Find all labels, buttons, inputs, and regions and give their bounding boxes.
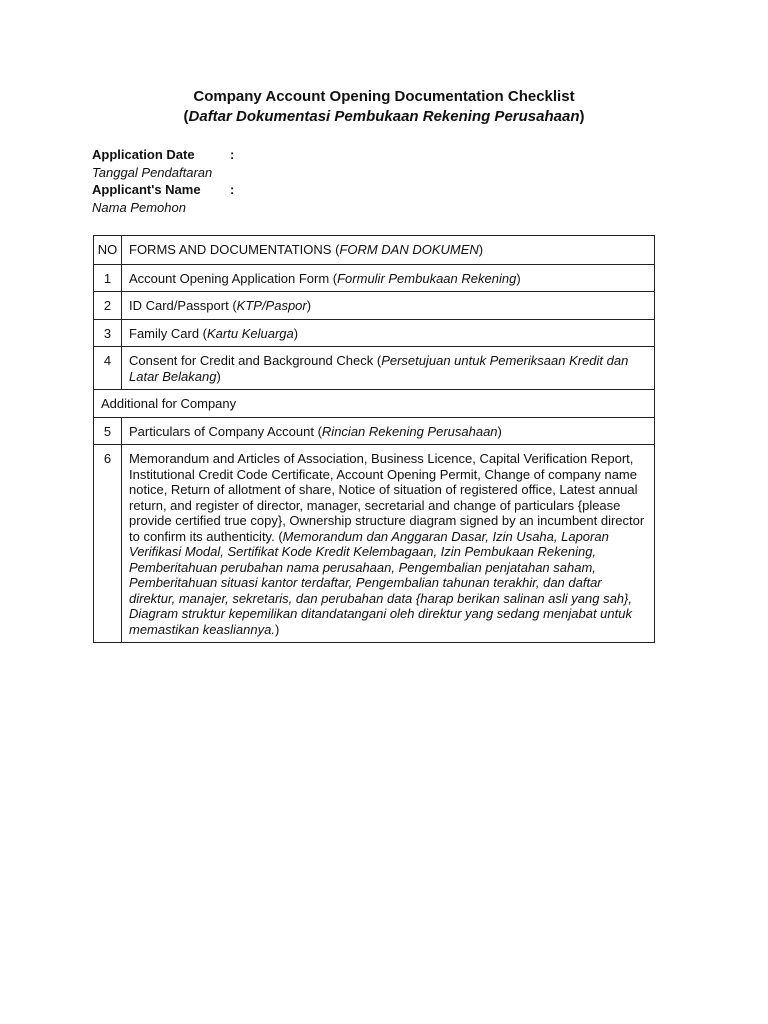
- document-subtitle: (Daftar Dokumentasi Pembukaan Rekening Perusahaan): [183, 108, 585, 125]
- applicant-name-colon: :: [230, 182, 235, 197]
- row-number: 1: [94, 264, 122, 292]
- row-number: 3: [94, 319, 122, 347]
- documents-checklist-table: [93, 235, 655, 643]
- table-row: [94, 445, 655, 643]
- subtitle-indonesian: Daftar Dokumentasi Pembukaan Rekening Perusahaan: [188, 108, 580, 125]
- row-number: 5: [94, 417, 122, 445]
- table-row: [94, 292, 655, 320]
- applicant-name-row: [92, 181, 234, 199]
- table-row: [94, 347, 655, 390]
- application-date-label: Application Date: [92, 147, 195, 162]
- document-title-block: [0, 87, 768, 127]
- row-number: 4: [94, 347, 122, 390]
- row-description: Account Opening Application Form (Formulir Pembukaan Rekening): [122, 264, 655, 292]
- applicant-fields: [92, 146, 234, 216]
- applicant-name-label: Applicant's Name: [92, 182, 201, 197]
- section-label-additional-company: Additional for Company: [94, 390, 655, 418]
- table-row: [94, 417, 655, 445]
- application-date-row: [92, 146, 234, 164]
- table-row: [94, 319, 655, 347]
- row-description: Consent for Credit and Background Check (Persetujuan untuk Pemeriksaan Kredit dan Latar Belakang): [122, 347, 655, 390]
- row-number: 2: [94, 292, 122, 320]
- applicant-name-sublabel: Nama Pemohon: [92, 199, 186, 215]
- row-description: ID Card/Passport (KTP/Paspor): [122, 292, 655, 320]
- row-description: Particulars of Company Account (Rincian Rekening Perusahaan): [122, 417, 655, 445]
- section-row: [94, 390, 655, 418]
- row-description: Memorandum and Articles of Association, Business Licence, Capital Verification Report, Institutional Credit Code Certificate, Account Opening Permit, Change of company name notice, Return of allotment of share, Notice of situation of registered office, Latest annual return, and register of director, manager, secretarial and change of particulars {please provide certified true copy}, Ownership structure diagram signed by an incumbent director to confirm its authenticity. (Memorandum dan Anggaran Dasar, Izin Usaha, Laporan Verifikasi Modal, Sertifikat Kode Kredit Kelembagaan, Izin Pembukaan Rekening, Pemberitahuan perubahan nama perusahaan, Pengembalian penjatahan saham, Pemberitahuan situasi kantor terdaftar, Pengembalian tahunan terakhir, dan daftar direktur, manajer, sekretaris, dan perubahan data {harap berikan salinan asli yang sah}, Diagram struktur kepemilikan ditandatangani oleh direktur yang sedang menjabat untuk memastikan keasliannya.): [122, 445, 655, 643]
- row-number: 6: [94, 445, 122, 643]
- application-date-colon: :: [230, 147, 235, 162]
- table-header-row: [94, 236, 655, 265]
- table-row: [94, 264, 655, 292]
- header-no: NO: [94, 236, 122, 265]
- header-forms: FORMS AND DOCUMENTATIONS (FORM DAN DOKUMEN): [122, 236, 655, 265]
- document-title: Company Account Opening Documentation Checklist: [193, 88, 575, 105]
- row-description: Family Card (Kartu Keluarga): [122, 319, 655, 347]
- application-date-sublabel: Tanggal Pendaftaran: [92, 164, 213, 180]
